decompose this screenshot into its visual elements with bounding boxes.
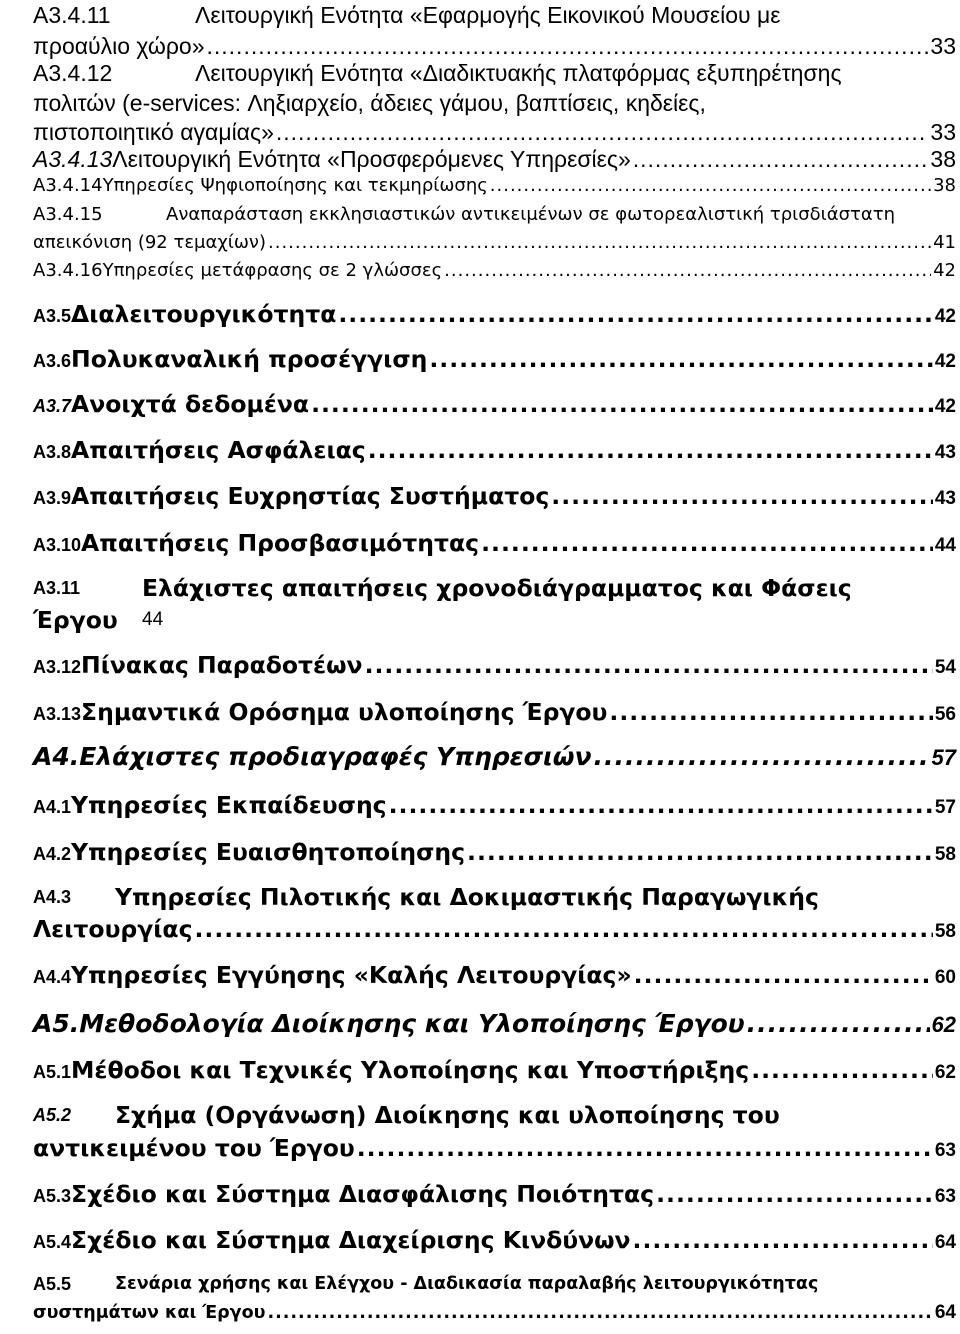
- toc-leader-dots: [338, 300, 933, 328]
- toc-entry-title: Λειτουργική Ενότητα «Προσφερόμενες Υπηρεσίες»: [112, 146, 631, 172]
- toc-page-number: 43: [934, 488, 956, 509]
- toc-entry[interactable]: [33, 574, 956, 638]
- toc-entry[interactable]: [33, 698, 956, 730]
- toc-entry-number: A5.5: [33, 1274, 72, 1294]
- toc-entry[interactable]: [33, 345, 956, 377]
- toc-entry[interactable]: [33, 300, 956, 332]
- toc-page-number: 33: [930, 33, 956, 59]
- toc-entry-title-line: προαύλιο χώρο»: [33, 33, 205, 59]
- toc-entry-title: Απαιτήσεις Ευχρηστίας Συστήματος: [71, 482, 550, 510]
- toc-page-number: 54: [934, 657, 956, 678]
- toc-entry-title: Υπηρεσίες μετάφρασης σε 2 γλώσσες: [102, 260, 443, 281]
- toc-entry-number: A3.4.11: [33, 2, 111, 28]
- toc-entry-title-line: απεικόνιση (92 τεμαχίων): [33, 232, 266, 253]
- toc-entry-title-line: Έργου: [33, 606, 118, 634]
- toc-entry[interactable]: [33, 651, 956, 683]
- toc-entry-number: A5.4: [33, 1232, 72, 1252]
- toc-leader-dots: [609, 698, 932, 726]
- toc-entry-title: Υπηρεσίες Εκπαίδευσης: [71, 791, 387, 819]
- toc-entry[interactable]: [33, 529, 956, 561]
- toc-entry[interactable]: [33, 838, 956, 870]
- toc-entry[interactable]: [33, 961, 956, 993]
- toc-leader-dots: [389, 791, 933, 819]
- toc-entry-number: A5.3: [33, 1186, 72, 1206]
- toc-entry[interactable]: [33, 1226, 956, 1258]
- toc-leader-dots: [444, 260, 931, 282]
- toc-leader-dots: [490, 175, 931, 197]
- toc-entry-number: A3.12: [33, 657, 82, 677]
- toc-entry-number: A3.6: [33, 351, 72, 371]
- toc-entry-number: A4.2: [33, 844, 72, 864]
- toc-entry[interactable]: [33, 2, 956, 64]
- toc-entry-number: A3.4.15: [33, 204, 103, 225]
- toc-entry-number: A4.3: [33, 887, 72, 907]
- toc-entry-number: A3.8: [33, 442, 72, 462]
- toc-page-number: 43: [934, 442, 956, 463]
- toc-entry-number: A3.4.13: [33, 146, 113, 172]
- toc-entry-number: A3.10: [33, 535, 82, 555]
- toc-entry-number: A3.5: [33, 306, 72, 326]
- toc-entry-number: A3.9: [33, 488, 72, 508]
- toc-entry-title: Υπηρεσίες Ψηφιοποίησης και τεκμηρίωσης: [102, 175, 488, 196]
- toc-entry-number: A3.7: [33, 396, 72, 416]
- toc-entry[interactable]: [33, 1101, 956, 1165]
- toc-page-number: 56: [934, 704, 956, 725]
- toc-leader-dots: [633, 1226, 933, 1254]
- toc-entry-number: A4.1: [33, 797, 72, 817]
- toc-entry[interactable]: [33, 1180, 956, 1212]
- toc-leader-dots: [276, 119, 929, 147]
- toc-entry-title-line: Σενάρια χρήσης και Ελέγχου - Διαδικασία παραλαβής λειτουργικότητας: [115, 1274, 819, 1294]
- toc-page-number: 62: [931, 1012, 956, 1037]
- toc-entry-title-line: αντικειμένου του Έργου: [33, 1134, 355, 1162]
- toc-entry[interactable]: [33, 1009, 956, 1043]
- toc-leader-dots: [365, 651, 933, 679]
- toc-leader-dots: [207, 33, 929, 61]
- toc-entry-title: Υπηρεσίες Ευαισθητοποίησης: [71, 838, 466, 866]
- toc-entry-number: A4.: [33, 742, 80, 771]
- toc-page-number: 42: [934, 306, 956, 327]
- toc-page-number: 42: [934, 351, 956, 372]
- toc-page-number: 58: [934, 921, 956, 942]
- toc-entry-number: A3.11: [33, 578, 81, 598]
- toc-page-number: 57: [931, 745, 956, 770]
- toc-page-number: 42: [934, 396, 956, 417]
- toc-entry[interactable]: [33, 742, 956, 776]
- toc-page-number: 57: [934, 797, 956, 818]
- toc-entry-number: A3.4.16: [33, 260, 103, 281]
- toc-page-number: 58: [934, 844, 956, 865]
- toc-leader-dots: [311, 390, 933, 418]
- toc-entry[interactable]: [33, 436, 956, 468]
- toc-entry-title-line: Αναπαράσταση εκκλησιαστικών αντικειμένων σε φωτορεαλιστική τρισδιάστατη: [166, 204, 895, 225]
- toc-entry[interactable]: [33, 204, 956, 260]
- toc-entry[interactable]: [33, 482, 956, 514]
- toc-entry[interactable]: [33, 390, 956, 422]
- toc-page-number: 38: [930, 146, 956, 172]
- toc-page-number: 64: [934, 1232, 956, 1253]
- toc-leader-dots: [368, 436, 933, 464]
- toc-entry[interactable]: [33, 883, 956, 947]
- toc-leader-dots: [481, 529, 933, 557]
- toc-leader-dots: [268, 232, 931, 254]
- toc-entry-title-line: Υπηρεσίες Πιλοτικής και Δοκιμαστικής Παραγωγικής: [115, 883, 819, 911]
- toc-entry-title: Σχέδιο και Σύστημα Διαχείρισης Κινδύνων: [71, 1226, 631, 1254]
- toc-page-number: 41: [933, 232, 956, 253]
- toc-page-number: 38: [933, 175, 956, 196]
- toc-page-number: 42: [933, 260, 956, 281]
- toc-leader-dots: [747, 1009, 930, 1039]
- toc-leader-dots: [633, 146, 929, 174]
- toc-entry[interactable]: [33, 60, 956, 152]
- toc-entry-title: Υπηρεσίες Εγγύησης «Καλής Λειτουργίας»: [71, 961, 632, 989]
- toc-entry[interactable]: [33, 1056, 956, 1088]
- toc-entry[interactable]: [33, 175, 956, 201]
- toc-entry-number: A5.: [33, 1009, 80, 1038]
- toc-entry-number: A3.4.12: [33, 60, 113, 86]
- toc-entry-title: Ελάχιστες προδιαγραφές Υπηρεσιών: [79, 742, 592, 771]
- toc-page-number: 63: [934, 1140, 956, 1161]
- toc-entry-number: A3.4.14: [33, 175, 103, 196]
- toc-entry[interactable]: [33, 146, 956, 176]
- toc-page-number: 64: [934, 1302, 956, 1323]
- toc-entry-title-line: Λειτουργίας: [33, 915, 193, 943]
- toc-entry[interactable]: [33, 791, 956, 823]
- toc-entry-title-line: Ελάχιστες απαιτήσεις χρονοδιάγραμματος και Φάσεις: [142, 574, 852, 602]
- toc-entry-title: Μεθοδολογία Διοίκησης και Υλοποίησης Έργου: [79, 1009, 745, 1038]
- toc-leader-dots: [467, 838, 933, 866]
- toc-entry-title: Σημαντικά Ορόσημα υλοποίησης Έργου: [81, 698, 608, 726]
- toc-leader-dots: [551, 482, 933, 510]
- toc-entry-number: A4.4: [33, 967, 72, 987]
- toc-entry-title: Απαιτήσεις Ασφάλειας: [71, 436, 366, 464]
- toc-leader-dots: [634, 961, 933, 989]
- toc-entry-title: Σχέδιο και Σύστημα Διασφάλισης Ποιότητας: [71, 1180, 655, 1208]
- toc-leader-dots: [357, 1134, 933, 1162]
- toc-entry-title-line: Λειτουργική Ενότητα «Εφαρμογής Εικονικού Μουσείου με: [195, 2, 781, 28]
- toc-entry-title-line: Σχήμα (Οργάνωση) Διοίκησης και υλοποίησης του: [115, 1101, 780, 1129]
- toc-entry-title: Ανοιχτά δεδομένα: [71, 390, 310, 418]
- toc-entry[interactable]: [33, 1272, 956, 1332]
- toc-entry-title-line: πιστοποιητικό αγαμίας»: [33, 119, 274, 145]
- toc-entry-title: Πίνακας Παραδοτέων: [81, 651, 363, 679]
- toc-entry-title: Απαιτήσεις Προσβασιμότητας: [81, 529, 480, 557]
- toc-entry-number: A5.2: [33, 1105, 72, 1125]
- toc-entry-title: Πολυκαναλική προσέγγιση: [71, 345, 428, 373]
- toc-page-number: 33: [930, 119, 956, 145]
- toc-leader-dots: [751, 1056, 933, 1084]
- toc-page-number: 60: [934, 967, 956, 988]
- toc-entry-title: Διαλειτουργικότητα: [71, 300, 337, 328]
- toc-entry-title-line: Λειτουργική Ενότητα «Διαδικτυακής πλατφόρμας εξυπηρέτησης: [195, 60, 842, 86]
- toc-entry-number: A5.1: [33, 1062, 72, 1082]
- toc-entry-title-line: πολιτών (e-services: Ληξιαρχείο, άδειες γάμου, βαπτίσεις, κηδείες,: [33, 90, 706, 116]
- toc-leader-dots: [594, 742, 930, 772]
- toc-page-number: 62: [934, 1062, 956, 1083]
- toc-entry-number: A3.13: [33, 704, 82, 724]
- toc-entry-title-line: συστημάτων και Έργου: [33, 1303, 266, 1323]
- toc-page-number: 44: [142, 609, 164, 630]
- toc-leader-dots: [195, 915, 933, 943]
- toc-leader-dots: [267, 1303, 932, 1324]
- toc-page-number: 44: [934, 535, 956, 556]
- toc-leader-dots: [429, 345, 933, 373]
- toc-entry-title: Μέθοδοι και Τεχνικές Υλοποίησης και Υποστήριξης: [71, 1056, 750, 1084]
- toc-page-number: 63: [934, 1186, 956, 1207]
- toc-entry[interactable]: [33, 260, 956, 286]
- toc-leader-dots: [656, 1180, 933, 1208]
